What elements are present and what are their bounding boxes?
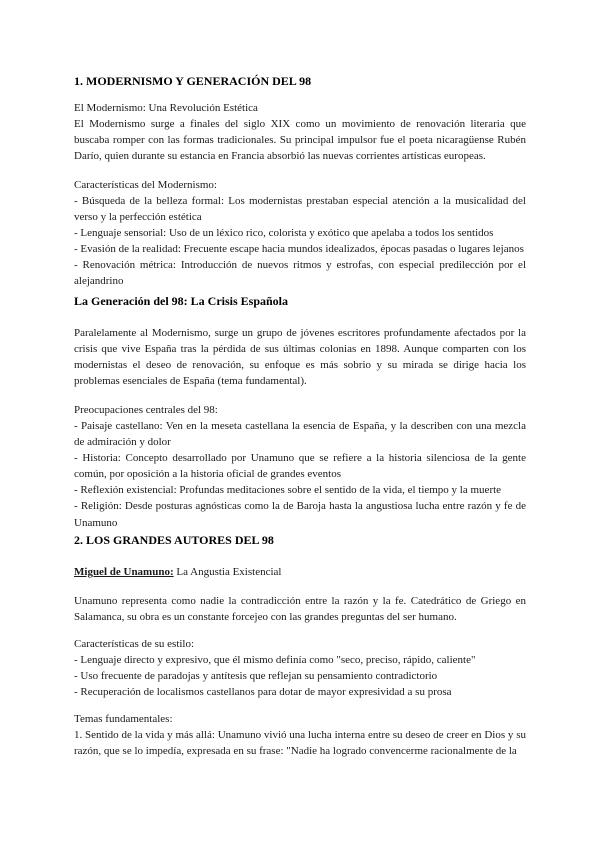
list-item: - Lenguaje sensorial: Uso de un léxico rico, colorista y exótico que apelaba a todos los sentidos xyxy=(74,227,494,240)
modernismo-subtitle: El Modernismo: Una Revolución Estética xyxy=(74,102,258,114)
section-2-title: 2. LOS GRANDES AUTORES DEL 98 xyxy=(74,533,274,547)
style-heading: Características de su estilo: xyxy=(74,638,195,650)
modernismo-features-heading: Características del Modernismo: xyxy=(74,179,217,191)
theme-1: 1. Sentido de la vida y más allá: Unamuno vivió una lucha interna entre su deseo de creer en Dios y su razón, que se lo impedía, expresada en su frase: "Nadie ha logrado convencerme racionalmente de la xyxy=(74,729,526,758)
section-1-title: 1. MODERNISMO Y GENERACIÓN DEL 98 xyxy=(74,74,312,88)
list-item: - Evasión de la realidad: Frecuente escape hacia mundos idealizados, épocas pasadas o lugares lejanos xyxy=(74,243,524,256)
unamuno-heading xyxy=(74,564,526,580)
list-item: - Historia: Concepto desarrollado por Unamuno que se refiere a la historia silenciosa de la gente común, por oposición a la historia oficial de grandes eventos xyxy=(74,452,526,481)
author-name: Miguel de Unamuno: xyxy=(74,566,174,578)
gen98-title: La Generación del 98: La Crisis Española xyxy=(74,294,289,308)
list-item: - Paisaje castellano: Ven en la meseta castellana la esencia de España, y la describen con una mezcla de admiración y dolor xyxy=(74,420,526,449)
gen98-concerns-heading: Preocupaciones centrales del 98: xyxy=(74,404,218,416)
gen98-intro: Paralelamente al Modernismo, surge un grupo de jóvenes escritores profundamente afectados por la crisis que vive España tras la pérdida de sus últimas colonias en 1898. Aunque comparten con los modernistas el deseo de renovación, su enfoque es más sobrio y su mirada se dirige hacia los problemas esenciales de España (tema fundamental). xyxy=(74,327,526,388)
list-item: - Renovación métrica: Introducción de nuevos ritmos y estrofas, con especial predilección por el alejandrino xyxy=(74,259,526,288)
modernismo-intro: El Modernismo surge a finales del siglo XIX como un movimiento de renovación literaria que buscaba romper con las formas tradicionales. Su principal impulsor fue el poeta nicaragüense Rubén Darío, quien durante su estancia en Francia absorbió las nuevas corrientes artísticas europeas. xyxy=(74,118,526,163)
list-item: - Recuperación de localismos castellanos para dotar de mayor expresividad a su prosa xyxy=(74,686,452,699)
list-item: - Religión: Desde posturas agnósticas como la de Baroja hasta la angustiosa lucha entre razón y fe de Unamuno xyxy=(74,500,526,529)
unamuno-intro: Unamuno representa como nadie la contradicción entre la razón y la fe. Catedrático de Griego en Salamanca, su obra es un constante forcejeo con las grandes preguntas del ser humano. xyxy=(74,595,526,624)
list-item: - Búsqueda de la belleza formal: Los modernistas prestaban especial atención a la musicalidad del verso y la perfección estética xyxy=(74,195,526,224)
modernismo-features-list xyxy=(74,193,526,290)
list-item: - Lenguaje directo y expresivo, que él mismo definía como "seco, preciso, rápido, caliente" xyxy=(74,654,476,666)
gen98-concerns-list xyxy=(74,418,526,531)
list-item: - Reflexión existencial: Profundas meditaciones sobre el sentido de la vida, el tiempo y la muerte xyxy=(74,484,502,497)
themes-heading: Temas fundamentales: xyxy=(74,713,173,725)
style-list xyxy=(74,652,526,700)
list-item: - Uso frecuente de paradojas y antítesis que reflejan su pensamiento contradictorio xyxy=(74,670,438,683)
author-subtitle: La Angustia Existencial xyxy=(173,566,282,578)
